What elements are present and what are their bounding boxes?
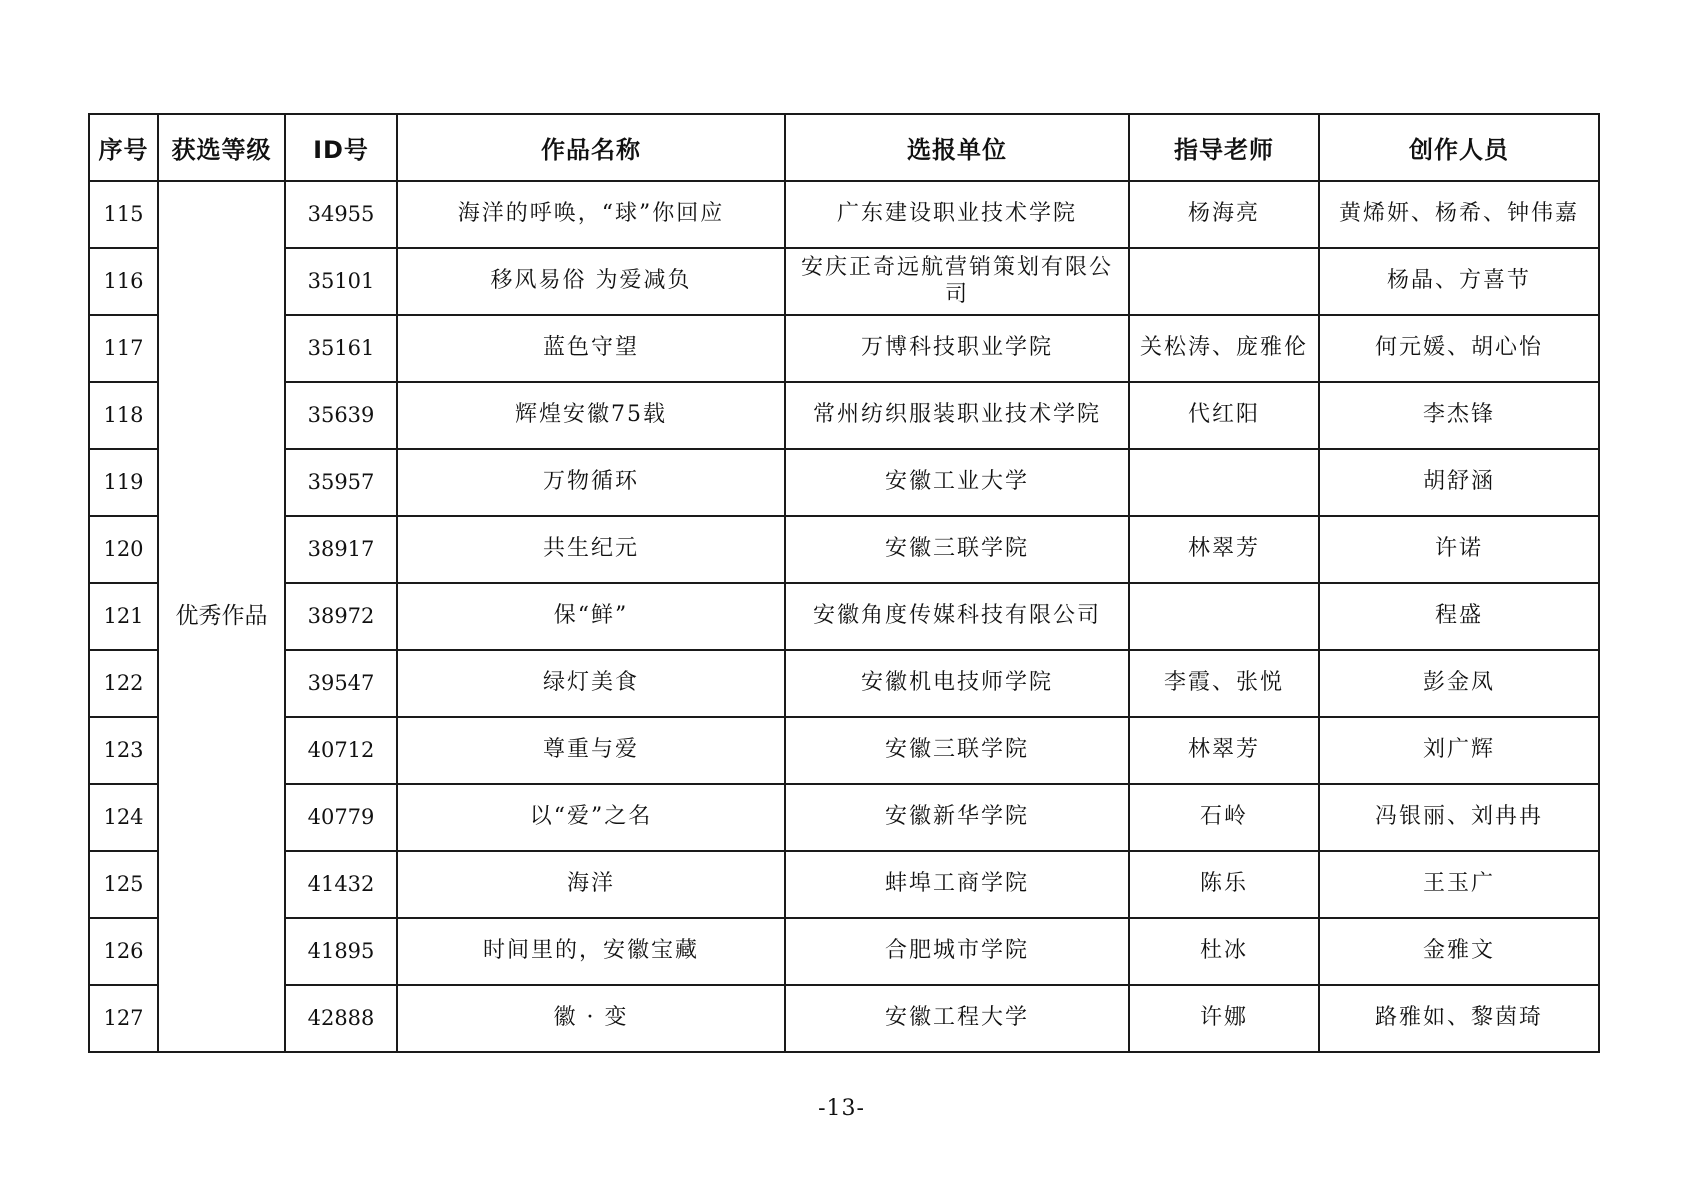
cell-seq: 126 [89, 918, 158, 985]
table-row [89, 516, 1599, 583]
header-seq: 序号 [89, 114, 158, 181]
cell-id: 39547 [285, 650, 397, 717]
header-creators: 创作人员 [1319, 114, 1599, 181]
table-row [89, 315, 1599, 382]
cell-creators: 许诺 [1319, 516, 1599, 583]
cell-advisor [1129, 449, 1319, 516]
cell-seq: 123 [89, 717, 158, 784]
cell-id: 42888 [285, 985, 397, 1052]
cell-id: 35639 [285, 382, 397, 449]
cell-title: 海洋的呼唤，“球”你回应 [397, 181, 785, 248]
cell-unit: 安徽三联学院 [785, 717, 1129, 784]
cell-id: 34955 [285, 181, 397, 248]
table-row [89, 583, 1599, 650]
cell-title: 以“爱”之名 [397, 784, 785, 851]
table-row [89, 248, 1599, 315]
cell-creators: 王玉广 [1319, 851, 1599, 918]
cell-seq: 124 [89, 784, 158, 851]
table-row [89, 985, 1599, 1052]
award-list-table [88, 113, 1600, 1053]
cell-unit: 安庆正奇远航营销策划有限公司 [785, 248, 1129, 315]
cell-title: 蓝色守望 [397, 315, 785, 382]
cell-creators: 程盛 [1319, 583, 1599, 650]
cell-id: 41432 [285, 851, 397, 918]
cell-seq: 118 [89, 382, 158, 449]
cell-seq: 127 [89, 985, 158, 1052]
cell-unit: 安徽工程大学 [785, 985, 1129, 1052]
cell-unit: 广东建设职业技术学院 [785, 181, 1129, 248]
cell-creators: 李杰锋 [1319, 382, 1599, 449]
cell-advisor: 代红阳 [1129, 382, 1319, 449]
cell-seq: 122 [89, 650, 158, 717]
cell-seq: 116 [89, 248, 158, 315]
cell-unit: 安徽机电技师学院 [785, 650, 1129, 717]
cell-title: 共生纪元 [397, 516, 785, 583]
cell-advisor: 李霞、张悦 [1129, 650, 1319, 717]
cell-id: 41895 [285, 918, 397, 985]
cell-advisor: 陈乐 [1129, 851, 1319, 918]
cell-level: 优秀作品 [158, 181, 285, 1052]
header-row [89, 114, 1599, 181]
cell-advisor: 林翠芳 [1129, 717, 1319, 784]
table-row [89, 382, 1599, 449]
cell-title: 保“鲜” [397, 583, 785, 650]
cell-advisor [1129, 583, 1319, 650]
table-row [89, 650, 1599, 717]
cell-creators: 黄烯妍、杨希、钟伟嘉 [1319, 181, 1599, 248]
cell-seq: 115 [89, 181, 158, 248]
cell-creators: 路雅如、黎茵琦 [1319, 985, 1599, 1052]
table-row [89, 181, 1599, 248]
cell-title: 徽 · 变 [397, 985, 785, 1052]
cell-id: 35161 [285, 315, 397, 382]
page-number: -13- [818, 1096, 865, 1121]
cell-creators: 胡舒涵 [1319, 449, 1599, 516]
cell-unit: 安徽角度传媒科技有限公司 [785, 583, 1129, 650]
cell-advisor: 杜冰 [1129, 918, 1319, 985]
table-row [89, 918, 1599, 985]
cell-id: 40779 [285, 784, 397, 851]
cell-id: 38972 [285, 583, 397, 650]
cell-creators: 何元媛、胡心怡 [1319, 315, 1599, 382]
cell-id: 35957 [285, 449, 397, 516]
table-header [89, 114, 1599, 181]
cell-title: 尊重与爱 [397, 717, 785, 784]
cell-title: 海洋 [397, 851, 785, 918]
cell-seq: 117 [89, 315, 158, 382]
cell-creators: 冯银丽、刘冉冉 [1319, 784, 1599, 851]
cell-unit: 安徽工业大学 [785, 449, 1129, 516]
cell-title: 时间里的，安徽宝藏 [397, 918, 785, 985]
cell-title: 移风易俗 为爱减负 [397, 248, 785, 315]
cell-creators: 杨晶、方喜节 [1319, 248, 1599, 315]
cell-advisor: 杨海亮 [1129, 181, 1319, 248]
header-level: 获选等级 [158, 114, 285, 181]
table-row [89, 449, 1599, 516]
cell-title: 绿灯美食 [397, 650, 785, 717]
cell-id: 35101 [285, 248, 397, 315]
table-row [89, 717, 1599, 784]
table-body [89, 181, 1599, 1052]
table-row [89, 784, 1599, 851]
cell-unit: 蚌埠工商学院 [785, 851, 1129, 918]
cell-seq: 119 [89, 449, 158, 516]
cell-advisor: 关松涛、庞雅伦 [1129, 315, 1319, 382]
header-id: ID号 [285, 114, 397, 181]
cell-seq: 121 [89, 583, 158, 650]
header-unit: 选报单位 [785, 114, 1129, 181]
cell-advisor: 许娜 [1129, 985, 1319, 1052]
cell-id: 38917 [285, 516, 397, 583]
cell-advisor: 林翠芳 [1129, 516, 1319, 583]
cell-title: 万物循环 [397, 449, 785, 516]
cell-unit: 合肥城市学院 [785, 918, 1129, 985]
cell-advisor: 石岭 [1129, 784, 1319, 851]
cell-unit: 常州纺织服装职业技术学院 [785, 382, 1129, 449]
cell-seq: 125 [89, 851, 158, 918]
cell-unit: 安徽新华学院 [785, 784, 1129, 851]
cell-title: 辉煌安徽75载 [397, 382, 785, 449]
cell-advisor [1129, 248, 1319, 315]
header-advisor: 指导老师 [1129, 114, 1319, 181]
cell-creators: 刘广辉 [1319, 717, 1599, 784]
header-title: 作品名称 [397, 114, 785, 181]
cell-seq: 120 [89, 516, 158, 583]
table-row [89, 851, 1599, 918]
cell-unit: 万博科技职业学院 [785, 315, 1129, 382]
cell-creators: 金雅文 [1319, 918, 1599, 985]
cell-id: 40712 [285, 717, 397, 784]
cell-creators: 彭金凤 [1319, 650, 1599, 717]
cell-unit: 安徽三联学院 [785, 516, 1129, 583]
